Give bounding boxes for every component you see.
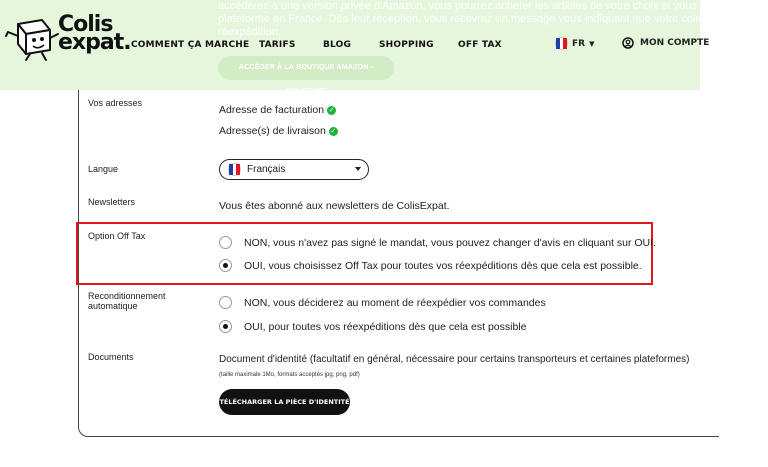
upload-id-button[interactable]: TÉLÉCHARGER LA PIÈCE D'IDENTITÉ: [219, 389, 350, 415]
offtax-no-label[interactable]: NON, vous n'avez pas signé le mandat, vous pouvez changer d'avis en cliquant sur OUI.: [244, 237, 656, 249]
colisexpat-logo-text[interactable]: [58, 12, 131, 55]
repack-yes-label[interactable]: OUI, pour toutes vos réexpéditions dès que cela est possible: [244, 321, 527, 333]
repack-no-radio[interactable]: [219, 296, 232, 309]
header-background-text: [218, 0, 768, 39]
france-flag-icon: [555, 37, 568, 50]
language-select[interactable]: [219, 159, 369, 180]
background-text-line: réexpédition.: [218, 26, 281, 38]
documents-description: Document d'identité (facultatif en général, nécessaire pour certains transporteurs et certaines plateformes): [219, 354, 690, 365]
chevron-down-icon: [355, 167, 361, 171]
background-text-line: accéderez à une version privée d'Amazon, vous pourrez acheter les articles de votre choix et vous les faire livrer: [218, 0, 766, 12]
check-icon: ✓: [330, 127, 337, 135]
repack-label-line: Reconditionnement: [88, 291, 166, 301]
repack-label-line: automatique: [88, 301, 138, 311]
language-switcher[interactable]: [555, 37, 594, 50]
offtax-yes-label[interactable]: OUI, vous choisissez Off Tax pour toutes vos réexpéditions dès que cela est possible.: [244, 260, 642, 272]
repack-yes-radio[interactable]: [219, 320, 232, 333]
nav-blog[interactable]: BLOG: [323, 40, 352, 50]
documents-note: (taille maximale 1Mo, formats acceptés jpg, png, pdf): [219, 372, 360, 378]
documents-label: Documents: [88, 352, 134, 362]
shipping-address-link[interactable]: [219, 125, 338, 137]
chevron-down-icon: ▼: [589, 39, 595, 48]
france-flag-icon: [228, 163, 241, 176]
shipping-address-text: Adresse(s) de livraison: [219, 125, 326, 137]
newsletters-status: Vous êtes abonné aux newsletters de ColisExpat.: [219, 200, 450, 212]
nav-comment-ca-marche[interactable]: COMMENT ÇA MARCHE: [131, 40, 250, 50]
background-text-line: plateforme en France. Dès leur réception, vous recevrez un message vous indiquant que votre colis est prêt pour: [218, 13, 768, 25]
language-code: FR: [572, 38, 586, 49]
nav-shopping[interactable]: SHOPPING: [379, 40, 434, 50]
newsletters-label: Newsletters: [88, 197, 136, 207]
offtax-no-radio[interactable]: [219, 236, 232, 249]
language-selected-value: Français: [247, 164, 286, 175]
billing-address-link[interactable]: [219, 104, 336, 116]
account-label: MON COMPTE: [640, 38, 710, 48]
repack-label: [88, 291, 166, 311]
offtax-label: Option Off Tax: [88, 231, 146, 241]
logo-line: Colis: [58, 12, 113, 37]
offtax-yes-radio[interactable]: [219, 259, 232, 272]
repack-no-label[interactable]: NON, vous déciderez au moment de réexpédier vos commandes: [244, 297, 546, 309]
logo-line: expat.: [58, 30, 131, 55]
billing-address-text: Adresse de facturation: [219, 104, 325, 116]
nav-off-tax[interactable]: OFF TAX: [458, 40, 502, 50]
check-icon: ✓: [328, 106, 335, 114]
account-link[interactable]: [622, 37, 709, 49]
amazon-shop-button[interactable]: ACCÉDER À LA BOUTIQUE AMAZON - COLISEXPE: [218, 56, 394, 80]
addresses-label: Vos adresses: [88, 98, 143, 108]
offtax-highlight-frame: [76, 222, 653, 285]
header: [0, 0, 768, 95]
user-icon: [622, 37, 634, 49]
nav-tarifs[interactable]: TARIFS: [259, 40, 296, 50]
language-label: Langue: [88, 164, 119, 174]
